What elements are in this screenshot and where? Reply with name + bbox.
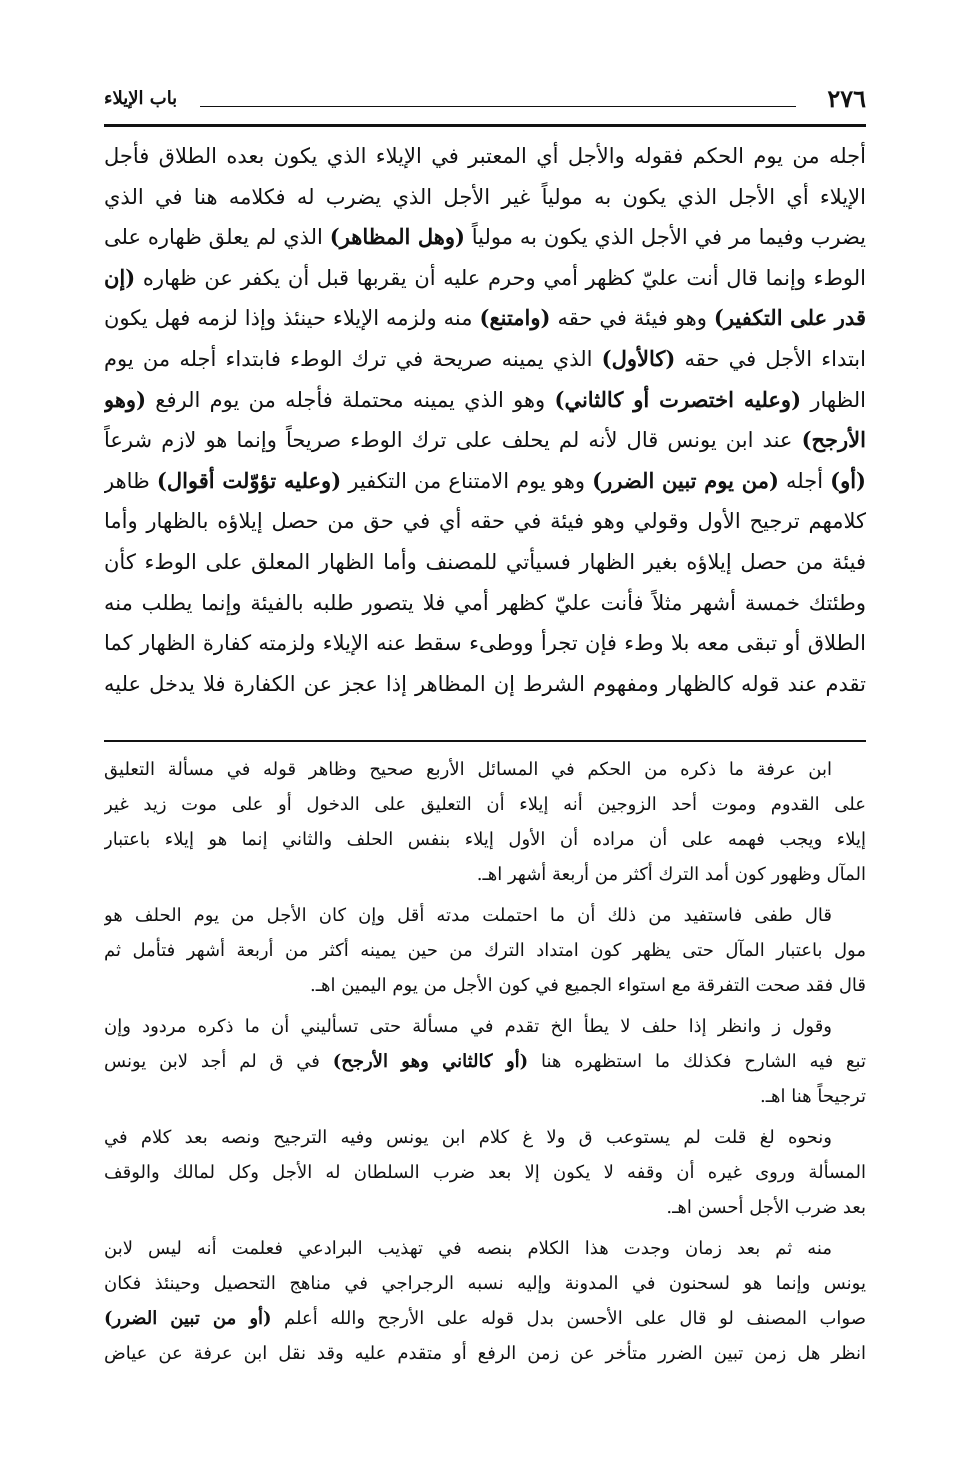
text-segment: وطئتك خمسة أشهر مثلاً فأنت عليّ كظهر أمي فلا يتصور طلبه بالفيئة وإنما يطلب منه <box>104 590 866 615</box>
text-line <box>104 787 866 822</box>
text-line <box>104 136 866 177</box>
text-segment: الوطء وإنما قال أنت عليّ كظهر أمي وحرم عليه أن يقربها قبل أن يكفر عن ظهاره <box>135 265 866 290</box>
text-segment: قال طفى فاستفيد من ذلك أن ما احتملت مدته أقل وإن كان الأجل من يوم الحلف هو <box>104 905 832 926</box>
text-segment: قال فقد صحت التفرقة مع استواء الجميع في كون الأجل من يوم اليمين اهـ. <box>310 975 866 996</box>
text-line <box>104 542 866 583</box>
bold-matn-text: (وهو <box>104 386 146 412</box>
footnote-paragraph <box>104 1009 866 1114</box>
text-line <box>104 933 866 968</box>
text-line <box>104 583 866 624</box>
text-segment: إيلاء ويجب فهمه على أن مراده أن الأول إيلاء بنفس الحلف والثاني إنما هو إيلاء باعتبار <box>104 829 866 850</box>
bold-matn-text: (وامتنع) <box>479 305 551 331</box>
text-segment: الإيلاء أي الأجل الذي يكون به مولياً غير الأجل الذي يضرب له فكلامه هنا في الذي <box>104 184 866 209</box>
text-segment: أجله <box>778 468 831 493</box>
text-line <box>104 1231 866 1266</box>
text-segment: ابن عرفة ما ذكره من الحكم في المسائل الأربع صحيح وظاهر قوله في مسألة التعليق <box>104 759 832 780</box>
text-segment: بعد ضرب الأجل أحسن اهـ. <box>666 1197 866 1218</box>
text-line <box>104 217 866 258</box>
text-segment: انظر هل زمن تبين الضرر متأخر عن زمن الرفع أو متقدم عليه وقد نقل ابن عرفة عن عياض <box>104 1343 866 1364</box>
text-segment: يونس وإنما هو لسحنون في المدونة وإليه نسبه الرجراجي في مناهج التحصيل وحينئذ فكان <box>104 1273 866 1294</box>
text-segment: المآل وظهور كون أمد الترك أكثر من أربعة أشهر اهـ. <box>476 864 866 885</box>
bold-matn-text: (أو من تبين الضرر) <box>104 1308 272 1329</box>
text-line <box>104 1336 866 1371</box>
text-segment: أجله من يوم الحكم فقوله والأجل أي المعتبر في الإيلاء الذي يكون بعده الطلاق فأجل <box>104 144 866 168</box>
text-line <box>104 1190 866 1225</box>
text-line <box>104 1120 866 1155</box>
page-number: ٢٧٦ <box>827 84 866 113</box>
text-segment: وهو الذي يمينه محتملة فأجله من يوم الرفع <box>146 387 555 412</box>
text-line <box>104 822 866 857</box>
text-line <box>104 1155 866 1190</box>
text-segment: وهو يوم الامتناع من التكفير <box>341 468 593 493</box>
bold-matn-text: (وعليه تؤوّلت أقوال) <box>156 467 342 493</box>
footnote-separator <box>104 740 866 742</box>
text-line <box>104 501 866 542</box>
main-text <box>104 136 866 704</box>
text-segment: منه ثم بعد زمان وجدت هذا الكلام بنصه في تهذيب البرادعي فعلمت أنه ليس لابن <box>104 1238 832 1259</box>
footnote-paragraph <box>104 1120 866 1225</box>
text-line <box>104 898 866 933</box>
text-segment: الذي يمينه صريحة في ترك الوطء فابتداء أجله من يوم <box>104 346 602 371</box>
header-divider <box>104 124 866 127</box>
text-line <box>104 968 866 1003</box>
footnote-paragraph <box>104 898 866 1003</box>
text-segment: تبع فيه الشارح فكذلك ما استظهره هنا <box>528 1051 866 1072</box>
bold-matn-text: (إن <box>104 264 136 290</box>
footnotes <box>104 752 866 1377</box>
text-segment: يضرب وفيما مر في الأجل الذي يكون به مولياً <box>464 225 866 250</box>
text-line <box>104 1266 866 1301</box>
text-segment: الذي لم يعلق ظهاره على <box>104 225 330 250</box>
text-line <box>104 298 866 339</box>
text-segment: ظاهر <box>104 468 157 493</box>
text-segment: ترجيحاً هنا اهـ. <box>760 1086 866 1107</box>
text-segment: ابتداء الأجل في حقه <box>675 346 866 371</box>
text-segment: عند ابن يونس قال لأنه لم يحلف على ترك الوطء صريحاً وإنما هو لازم شرعاً <box>104 428 802 453</box>
text-segment: منه ولزمه الإيلاء حينئذ وإذا لزمه فهل يكون <box>104 306 480 331</box>
footnote-paragraph <box>104 752 866 892</box>
text-line <box>104 857 866 892</box>
text-line <box>104 1009 866 1044</box>
text-segment: صواب المصنف لو قال على الأحسن بدل قوله على الأرجح والله أعلم <box>271 1308 866 1329</box>
text-line <box>104 623 866 664</box>
text-segment: في ق لم أجد لابن يونس <box>104 1051 333 1072</box>
text-line <box>104 664 866 705</box>
text-line <box>104 420 866 461</box>
text-segment: الظهار <box>801 387 866 412</box>
text-segment: وقول ز وانظر إذا حلف لا يطأ الخ تقدم في مسألة حتى تسأليني أن ما ذكره مردود وإن <box>104 1016 832 1037</box>
text-line <box>104 461 866 502</box>
bold-matn-text: الأرجح) <box>801 427 866 453</box>
bold-matn-text: (أو كالثاني وهو الأرجح) <box>332 1051 529 1072</box>
text-segment: وهو فيئة في حقه <box>550 306 714 331</box>
text-line <box>104 177 866 218</box>
text-segment: ونحوه لغ قلت لم يستوعب ق ولا غ كلام ابن يونس وفيه الترجيح ونصه بعد كلام في <box>104 1127 832 1148</box>
bold-matn-text: (أو) <box>830 467 866 493</box>
bold-matn-text: (وهل المظاهر) <box>329 224 465 250</box>
text-line <box>104 380 866 421</box>
text-segment: كلامهم ترجيح الأول وقولي وهو فيئة في حقه أي في حق من حصل إيلاؤه بالظهار وأما <box>104 509 866 534</box>
bold-matn-text: (وعليه اختصرت أو كالثاني) <box>554 386 802 412</box>
text-line <box>104 752 866 787</box>
text-line <box>104 1079 866 1114</box>
text-segment: فيئة من حصل إيلاؤه بغير الظهار فسيأتي للمصنف وأما الظهار المعلق على الوطء كأن <box>104 549 866 574</box>
text-segment: المسألة وروى غيره أن وقفه لا يكون إلا بعد ضرب السلطان له الأجل وكل لمالك والوقف <box>104 1162 866 1183</box>
text-line <box>104 1044 866 1079</box>
text-line <box>104 258 866 299</box>
bold-matn-text: قدر على التكفير) <box>713 305 866 331</box>
text-segment: تقدم عند قوله كالظهار ومفهوم الشرط إن المظاهر إذا عجز عن الكفارة فلا يدخل عليه <box>104 671 866 696</box>
page-header <box>104 84 866 118</box>
text-line <box>104 1301 866 1336</box>
text-line <box>104 339 866 380</box>
text-segment: الطلاق أو تبقى معه بلا وطء فإن تجرأ ووطىء سقط عنه الإيلاء ولزمته كفارة الظهار كما <box>104 631 866 656</box>
running-title: باب الإيلاء <box>104 88 178 109</box>
bold-matn-text: (كالأول) <box>601 345 676 371</box>
text-segment: على القدوم وموت أحد الزوجين أنه إيلاء أن التعليق على الدخول أو على موت زيد غير <box>104 794 866 815</box>
footnote-paragraph <box>104 1231 866 1371</box>
bold-matn-text: (من يوم تبين الضرر) <box>592 467 779 493</box>
text-segment: مول باعتبار المآل حتى يظهر كون امتداد الترك من حين يمينه أكثر من أربعة أشهر فتأمل ثم <box>104 940 866 961</box>
header-rule <box>200 106 796 107</box>
